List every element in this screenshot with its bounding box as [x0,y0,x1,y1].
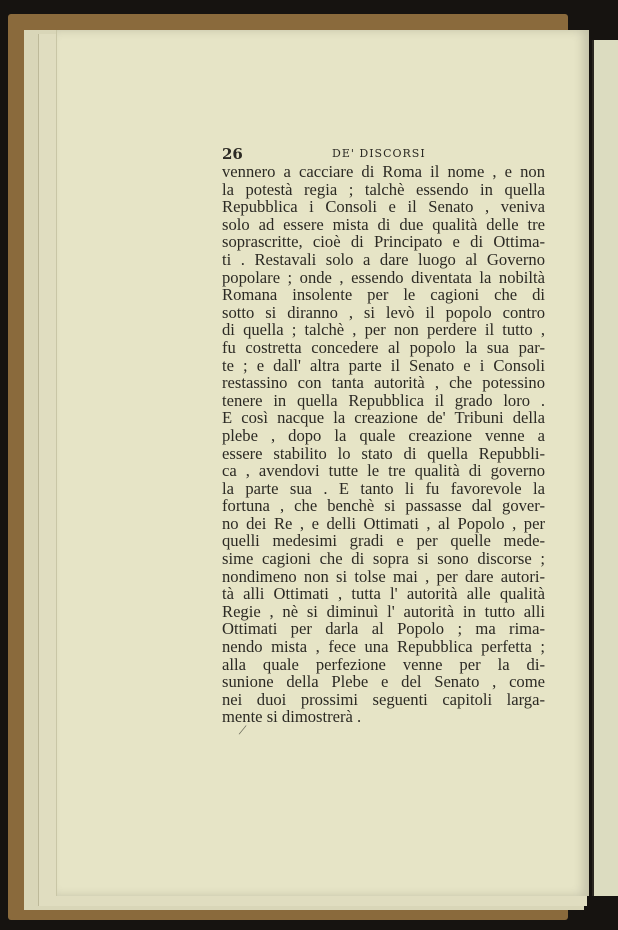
body-text [222,163,545,726]
page-header [222,145,545,163]
text-line: la potestà regia ; talchè essendo in quella [222,179,545,199]
text-line: sunione della Plebe e del Senato , come [222,672,545,692]
text-line: quelli medesimi gradi e per quelle mede- [222,531,545,551]
text-line: tà alli Ottimati , tutta l' autorità alle qualità [222,584,545,604]
text-line: sime cagioni che di sopra si sono discorse ; [222,549,545,569]
text-line: Repubblica i Consoli e il Senato , veniva [222,197,545,217]
text-line: fu costretta concedere al popolo la sua par- [222,337,545,357]
text-line: Ottimati per darla al Popolo ; ma rima- [222,619,545,639]
text-line: ca , avendovi tutte le tre qualità di governo [222,461,545,481]
text-line: E così nacque la creazione de' Tribuni della [222,408,545,428]
pencil-mark: / [237,721,248,740]
page-text [222,145,545,726]
text-line: vennero a cacciare di Roma il nome , e non [222,162,545,181]
text-line: Romana insolente per le cagioni che di [222,285,545,305]
text-line: plebe , dopo la quale creazione venne a [222,425,545,445]
running-title: DE' DISCORSI [332,147,426,160]
text-line: te ; e dall' altra parte il Senato e i Consoli [222,355,545,375]
page-number: 26 [222,145,243,163]
text-line: nendo mista , fece una Repubblica perfetta ; [222,637,545,657]
text-line: restassino con tanta autorità , che potessino [222,373,545,393]
text-line: solo ad essere mista di due qualità delle tre [222,214,545,234]
text-line: nondimeno non si tolse mai , per dare autori- [222,566,545,586]
text-line: alla quale perfezione venne per la di- [222,654,545,674]
text-line: la parte sua . E tanto li fu favorevole la [222,478,545,498]
text-line: popolare ; onde , essendo diventata la nobiltà [222,267,545,287]
facing-page-edge [592,40,618,896]
text-line: mente si dimostrerà . [222,707,362,727]
text-line: fortuna , che benchè si passasse dal gover- [222,496,545,516]
text-line: ti . Restavali solo a dare luogo al Governo [222,249,545,269]
text-line: soprascritte, cioè di Principato e di Ottima- [222,232,545,252]
text-line: no dei Re , e delli Ottimati , al Popolo , per [222,513,545,533]
text-line: di quella ; talchè , per non perdere il tutto , [222,320,545,340]
text-line: tenere in quella Repubblica il grado loro . [222,390,545,410]
text-line: Regie , nè si diminuì l' autorità in tutto alli [222,601,545,621]
text-line: sotto si diranno , si levò il popolo contro [222,302,545,322]
text-line: nei duoi prossimi seguenti capitoli larga- [222,689,545,709]
text-line: essere stabilito lo stato di quella Repubbli- [222,443,545,463]
